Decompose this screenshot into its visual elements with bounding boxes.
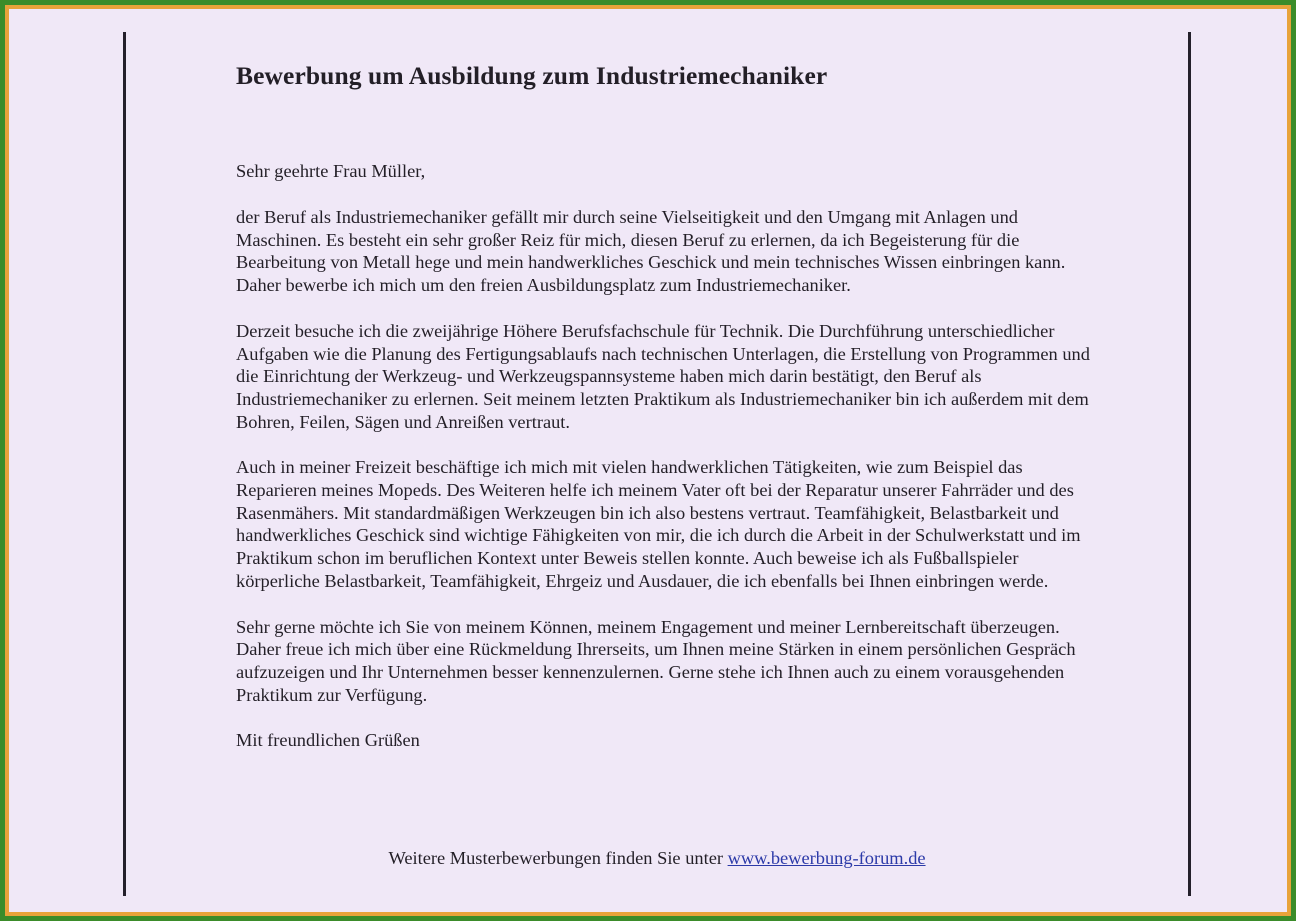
paragraph-4: Sehr gerne möchte ich Sie von meinem Können, meinem Engagement und meiner Lernbereitschaft überzeugen. Daher freue ich mich über eine Rückmeldung Ihrerseits, um Ihnen meine Stärken in einem persönlichen Gespräch aufzuzeigen und Ihr Unternehmen besser kennenzulernen. Gerne stehe ich Ihnen auch zu einem vorausgehenden Praktikum zur Verfügung. [236,616,1076,705]
paragraph-1: der Beruf als Industriemechaniker gefällt mir durch seine Vielseitigkeit und den Umgang mit Anlagen und Maschinen. Es besteht ein sehr großer Reiz für mich, diesen Beruf zu erlernen, da ich Begeisterung für die Bearbeitung von Metall hege und mein handwerkliches Geschick und mein technisches Wissen einbringen kann. Daher bewerbe ich mich um den freien Ausbildungsplatz zum Industriemechaniker. [236,207,1066,296]
footer-link[interactable]: www.bewerbung-forum.de [727,848,926,868]
closing: Mit freundlichen Grüßen [236,730,420,751]
paragraph-2: Derzeit besuche ich die zweijährige Höhere Berufsfachschule für Technik. Die Durchführung unterschiedlicher Aufgaben wie die Planung des Fertigungsablaufs nach technischen Unterlagen, die Erstellung von Programmen und die Einrichtung der Werkzeug- und Werkzeugspannsysteme haben mich darin bestätigt, den Beruf als Industriemechaniker zu erlernen. Seit meinem letzten Praktikum als Industriemechaniker bin ich außerdem mit dem Bohren, Feilen, Sägen und Anreißen vertraut. [236,320,1090,432]
letter-title: Bewerbung um Ausbildung zum Industriemechaniker [236,61,828,90]
page [5,5,1291,916]
letter-body [236,59,1096,752]
footer [123,847,1191,870]
paragraph-3: Auch in meiner Freizeit beschäftige ich mich mit vielen handwerklichen Tätigkeiten, wie zum Beispiel das Reparieren meines Mopeds. Des Weiteren helfe ich meinem Vater oft bei der Reparatur unserer Fahrräder und des Rasenmähers. Mit standardmäßigen Werkzeugen bin ich also bestens vertraut. Teamfähigkeit, Belastbarkeit und handwerkliches Geschick sind wichtige Fähigkeiten von mir, die ich durch die Arbeit in der Schulwerkstatt und im Praktikum schon im beruflichen Kontext unter Beweis stellen konnte. Auch beweise ich als Fußballspieler körperliche Belastbarkeit, Teamfähigkeit, Ehrgeiz und Ausdauer, die ich ebenfalls bei Ihnen einbringen werde. [236,457,1081,591]
footer-text: Weitere Musterbewerbungen finden Sie unter [388,848,728,868]
right-margin-rule [1188,32,1191,896]
salutation: Sehr geehrte Frau Müller, [236,161,426,181]
left-margin-rule [123,32,126,896]
